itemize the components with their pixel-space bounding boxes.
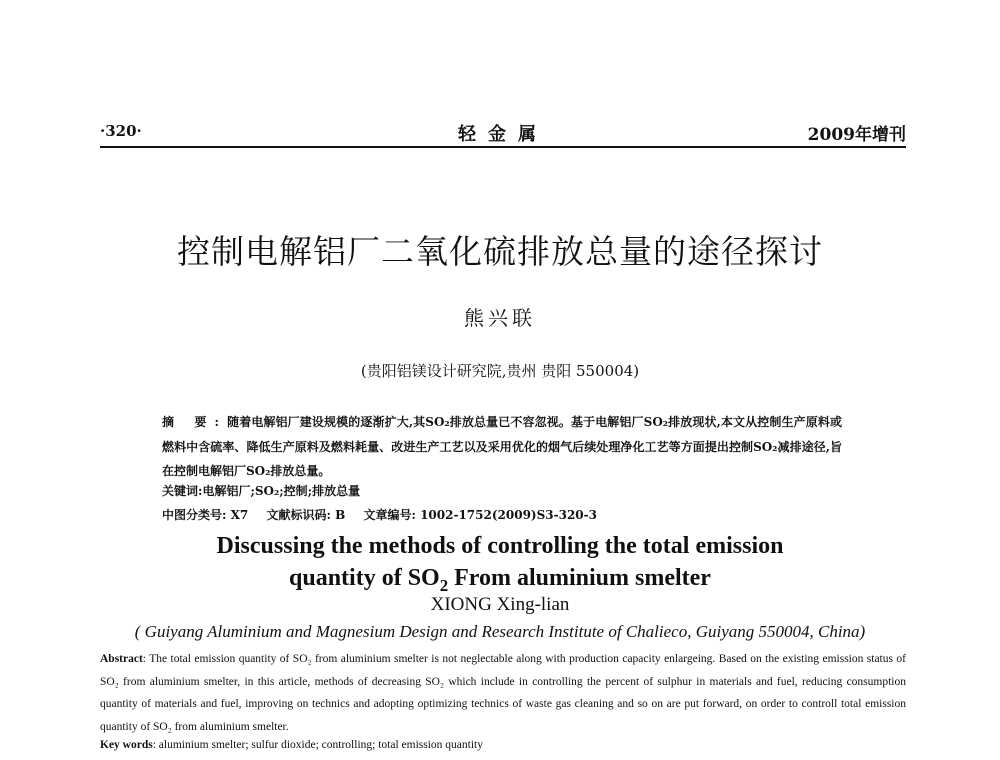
keywords-chinese bbox=[162, 482, 360, 499]
keywords-english-text: : aluminium smelter; sulfur dioxide; controlling; total emission quantity bbox=[152, 739, 483, 751]
affiliation-english: ( Guiyang Aluminium and Magnesium Design and Research Institute of Chalieco, Guiyang 550004, China) bbox=[134, 622, 866, 641]
journal-name: 轻金属 bbox=[458, 124, 548, 145]
clc-value: X7 bbox=[230, 508, 249, 522]
issue-label: 2009年增刊 bbox=[807, 125, 906, 145]
clc-label: 中图分类号: bbox=[162, 508, 227, 522]
title-english-line2: quantity of $SO_2$ From aluminium smelter bbox=[289, 565, 711, 595]
keywords-chinese-label: 关键词: bbox=[162, 484, 203, 498]
abstract-chinese bbox=[162, 410, 842, 484]
abstract-chinese-label: 摘 要: bbox=[162, 415, 227, 429]
article-no-label: 文章编号: bbox=[363, 508, 416, 522]
doc-code-label: 文献标识码: bbox=[266, 508, 331, 522]
abstract-english bbox=[100, 648, 906, 738]
title-english bbox=[0, 530, 1000, 594]
author-chinese: 熊兴联 bbox=[464, 306, 536, 330]
classification-line bbox=[162, 506, 597, 523]
article-no-value: 1002-1752(2009)S3-320-3 bbox=[420, 508, 597, 522]
page-number: ·320· bbox=[100, 122, 142, 140]
abstract-english-text: : The total emission quantity of SO₂ from aluminium smelter is not neglectable along with production capacity enlargeing. Based on the existing emission status of SO₂ from aluminium smelter, in this article, methods of decreasing SO₂ which include in controlling the percent of sulphur in materials and fuel, reducing consumption quantity of materials and fuel, improving on technics and adopting optimizing technics of waste gas cleaning and so on are put forward, on order to controll total emission quantity of SO₂ from aluminium smelter. bbox=[100, 653, 906, 733]
keywords-chinese-text: 电解铝厂;SO₂;控制;排放总量 bbox=[202, 484, 361, 498]
title-english-line1: Discussing the methods of controlling the total emission bbox=[216, 533, 784, 559]
keywords-english-label: Key words bbox=[100, 739, 153, 751]
title-chinese: 控制电解铝厂二氧化硫排放总量的途径探讨 bbox=[177, 232, 823, 271]
affiliation-chinese: (贵阳铝镁设计研究院,贵州 贵阳 550004) bbox=[360, 362, 640, 380]
running-header bbox=[100, 120, 906, 148]
abstract-english-label: Abstract bbox=[100, 653, 143, 665]
author-english: XIONG Xing-lian bbox=[430, 594, 570, 615]
abstract-chinese-text: 随着电解铝厂建设规模的逐渐扩大,其SO₂排放总量已不容忽视。基于电解铝厂SO₂排放现状,本文从控制生产原料或燃料中含硫率、降低生产原料及燃料耗量、改进生产工艺以及采用优化的烟气后续处理净化工艺等方面提出控制SO₂减排途径,旨在控制电解铝厂SO₂排放总量。 bbox=[162, 415, 842, 478]
keywords-english bbox=[100, 739, 483, 751]
doc-code-value: B bbox=[335, 508, 346, 522]
